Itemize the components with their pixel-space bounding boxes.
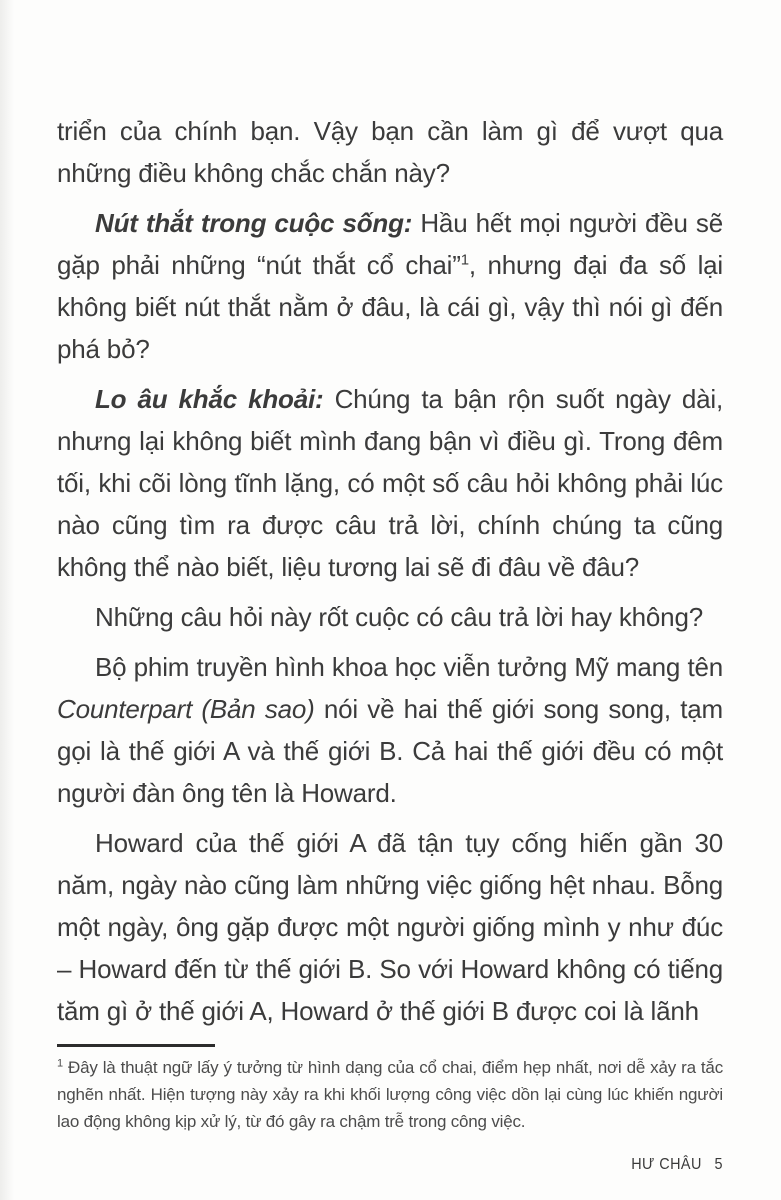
paragraph-text: , nhưng đại đa số lại không biết nút thắt nằm ở đâu, là cái gì, vậy thì nói gì đến phá bỏ? [57,250,723,364]
paragraph-text: Chúng ta bận rộn suốt ngày dài, nhưng lại không biết mình đang bận vì điều gì. Trong đêm tối, khi cõi lòng tĩnh lặng, có một số câu hỏi không phải lúc nào cũng tìm ra được câu trả lời, chính chúng ta cũng không thể nào biết, liệu tương lai sẽ đi đâu về đâu? [57,384,723,582]
paragraph-continuation [57,110,723,194]
paragraph-text: Howard của thế giới A đã tận tụy cống hiến gần 30 năm, ngày nào cũng làm những việc giống hệt nhau. Bỗng một ngày, ông gặp được một người giống mình y như đúc – Howard đến từ thế giới B. So với Howard không có tiếng tăm gì ở thế giới A, Howard ở thế giới B được coi là lãnh [57,828,723,1026]
paragraph-text: nói về hai thế giới song song, tạm gọi là thế giới A và thế giới B. Cả hai thế giới đều có một người đàn ông tên là Howard. [57,694,723,808]
paragraph-anxiety [57,378,723,588]
running-title: HƯ CHÂU [631,1156,702,1173]
paragraph-howard [57,822,723,1032]
paragraph-bottleneck [57,202,723,370]
page-number: 5 [714,1156,723,1173]
scan-edge-shadow [0,0,14,1200]
paragraph-lead-bold-italic: Lo âu khắc khoải: [95,384,324,414]
paragraph-text: Bộ phim truyền hình khoa học viễn tưởng Mỹ mang tên [95,652,723,682]
paragraph-text: Những câu hỏi này rốt cuộc có câu trả lời hay không? [95,602,703,632]
page-footer [631,1156,723,1174]
footnote-number: 1 [57,1057,63,1070]
footnote-text: Đây là thuật ngữ lấy ý tưởng từ hình dạng của cổ chai, điểm hẹp nhất, nơi dễ xảy ra tắc nghẽn nhất. Hiện tượng này xảy ra khi khối lượng công việc dồn lại cùng lúc khiến người lao động không kịp xử lý, từ đó gây ra chậm trễ trong công việc. [57,1058,723,1131]
paragraph-text: triển của chính bạn. Vậy bạn cần làm gì để vượt qua những điều không chắc chắn này? [57,116,723,188]
footnote-divider [57,1044,215,1047]
footnote [57,1054,723,1135]
footnote-reference-marker: 1 [460,251,469,269]
paragraph-text: Hầu hết mọi người đều sẽ gặp phải những “nút thắt cổ chai” [57,208,723,280]
paragraph-counterpart [57,646,723,814]
paragraph-lead-bold-italic: Nút thắt trong cuộc sống: [95,208,413,238]
film-title-italic: Counterpart (Bản sao) [57,694,315,724]
paragraph-question [57,596,723,638]
page-body [57,110,723,1040]
